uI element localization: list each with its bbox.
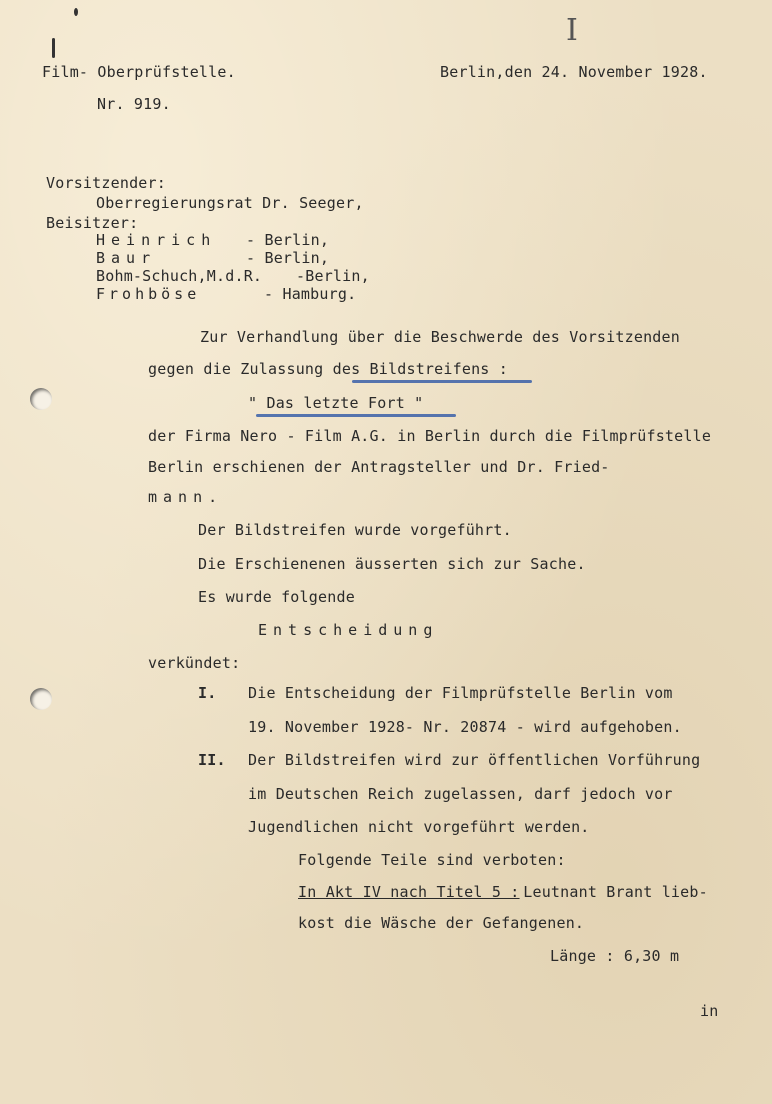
assessor-name: Heinrich — [96, 231, 217, 249]
cut-description: Leutnant Brant lieb- — [514, 883, 708, 901]
chair-name: Oberregierungsrat Dr. Seeger, — [96, 194, 364, 212]
decision-heading: Entscheidung — [258, 621, 439, 639]
assessor-place: -Berlin, — [296, 267, 370, 285]
assessor-place: - Hamburg. — [264, 285, 357, 303]
assessor-name: Baur — [96, 249, 157, 267]
item-text: Jugendlichen nicht vorgeführt werden. — [248, 818, 590, 836]
pencil-underline — [352, 380, 532, 383]
announced-label: verkündet: — [148, 654, 241, 672]
body-paragraph-line: gegen die Zulassung des Bildstreifens : — [148, 360, 508, 378]
assessors-label: Beisitzer: — [46, 214, 139, 232]
cut-reference: In Akt IV nach Titel 5 : — [298, 883, 520, 901]
ink-speck — [52, 38, 55, 58]
item-text: Der Bildstreifen wird zur öffentlichen Vorführung — [248, 751, 701, 769]
film-title: " Das letzte Fort " — [248, 394, 424, 412]
item-number: II. — [198, 751, 226, 769]
chair-label: Vorsitzender: — [46, 174, 166, 192]
continuation-word: in — [700, 1002, 719, 1020]
body-paragraph-line: Berlin erschienen der Antragsteller und Dr. Fried- — [148, 458, 610, 476]
office-name: Film- Oberprüfstelle. — [42, 63, 236, 81]
body-paragraph: Der Bildstreifen wurde vorgeführt. — [198, 521, 512, 539]
body-paragraph: Es wurde folgende — [198, 588, 355, 606]
body-paragraph-line: der Firma Nero - Film A.G. in Berlin durch die Filmprüfstelle — [148, 427, 712, 445]
body-paragraph-line: Zur Verhandlung über die Beschwerde des Vorsitzenden — [200, 328, 680, 346]
cut-description: kost die Wäsche der Gefangenen. — [298, 914, 585, 932]
assessor-name: Frohböse — [96, 285, 201, 303]
length-value: Länge : 6,30 m — [550, 947, 680, 965]
item-number: I. — [198, 684, 217, 702]
item-text: im Deutschen Reich zugelassen, darf jedoch vor — [248, 785, 673, 803]
assessor-name: Bohm-Schuch,M.d.R. — [96, 267, 263, 285]
pencil-underline — [256, 414, 456, 417]
corner-page-mark: I — [566, 13, 578, 48]
assessor-place: - Berlin, — [246, 249, 330, 267]
body-paragraph: Die Erschienenen äusserten sich zur Sache. — [198, 555, 586, 573]
ink-speck — [74, 8, 78, 16]
body-paragraph-line: mann. — [148, 488, 224, 506]
assessor-place: - Berlin, — [246, 231, 330, 249]
place-date: Berlin,den 24. November 1928. — [440, 63, 708, 81]
forbidden-intro: Folgende Teile sind verboten: — [298, 851, 566, 869]
document-number: Nr. 919. — [97, 95, 171, 113]
item-text: 19. November 1928- Nr. 20874 - wird aufgehoben. — [248, 718, 682, 736]
punch-hole — [30, 388, 52, 410]
punch-hole — [30, 688, 52, 710]
item-text: Die Entscheidung der Filmprüfstelle Berlin vom — [248, 684, 673, 702]
